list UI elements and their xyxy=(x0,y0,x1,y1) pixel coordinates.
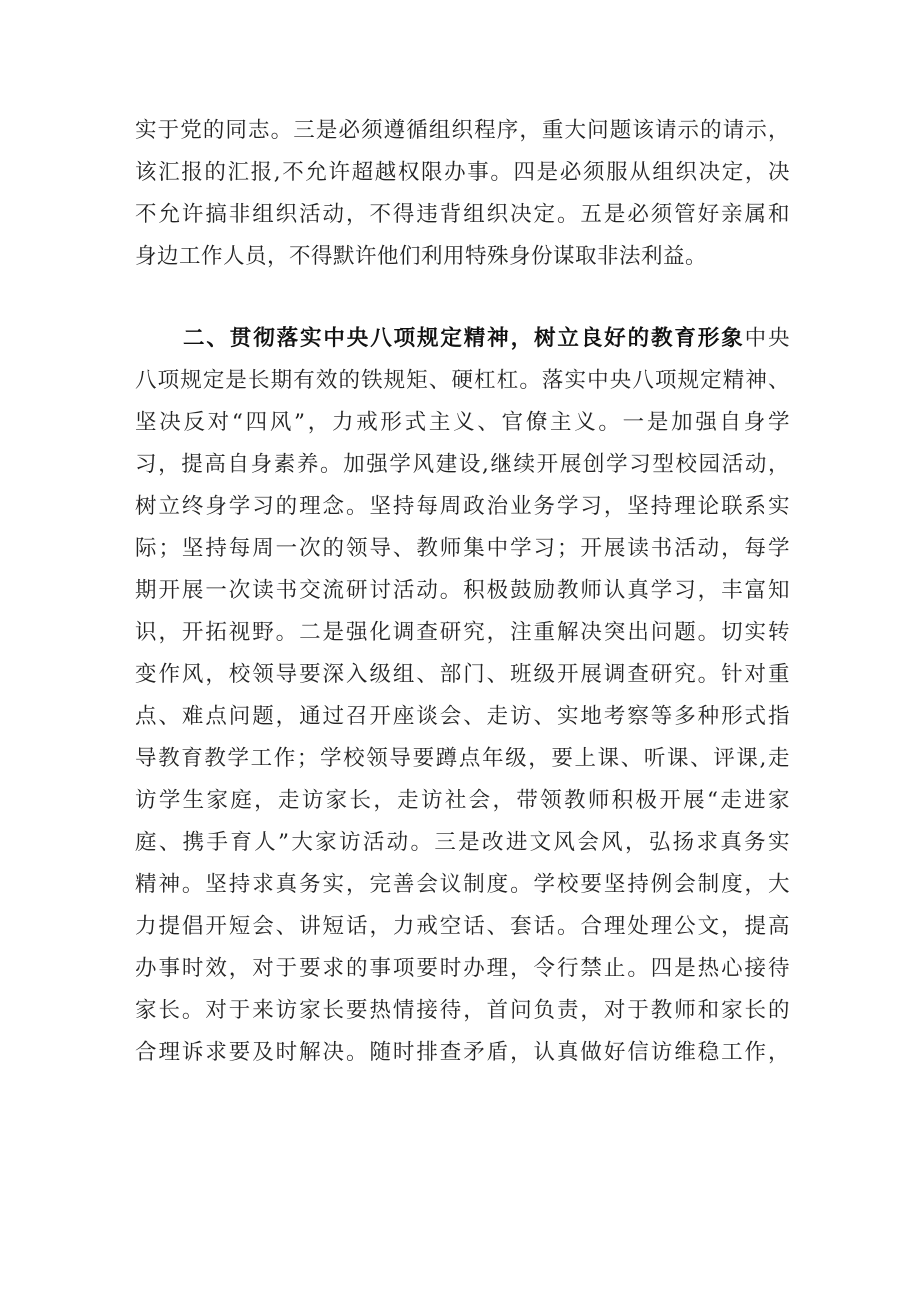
paragraph-line: 访学生家庭，走访家长，走访社会，带领教师积极开展“走进家 xyxy=(135,788,790,813)
paragraph-line: 导教育教学工作；学校领导要蹲点年级，要上课、听课、评课,走 xyxy=(135,746,790,771)
paragraph-line: 八项规定是长期有效的铁规矩、硬杠杠。落实中央八项规定精神、 xyxy=(135,368,790,393)
paragraph-line: 力提倡开短会、讲短话，力戒空话、套话。合理处理公文，提高 xyxy=(135,914,790,939)
paragraph-line: 习，提高自身素养。加强学风建设,继续开展创学习型校园活动， xyxy=(135,452,790,477)
paragraph-line: 精神。坚持求真务实，完善会议制度。学校要坚持例会制度，大 xyxy=(135,872,790,897)
paragraph-line: 庭、携手育人”大家访活动。三是改进文风会风，弘扬求真务实 xyxy=(135,830,790,855)
paragraph-line: 该汇报的汇报,不允许超越权限办事。四是必须服从组织决定，决 xyxy=(135,160,790,185)
paragraph-2 xyxy=(135,318,790,1074)
section-heading: 二、贯彻落实中央八项规定精神，树立良好的教育形象 xyxy=(183,326,745,351)
paragraph-line: 办事时效，对于要求的事项要时办理，令行禁止。四是热心接待 xyxy=(135,956,790,981)
paragraph-line: 期开展一次读书交流研讨活动。积极鼓励教师认真学习，丰富知 xyxy=(135,578,790,603)
paragraph-line: 变作风，校领导要深入级组、部门、班级开展调查研究。针对重 xyxy=(135,662,790,687)
paragraph-line: 实于党的同志。三是必须遵循组织程序，重大问题该请示的请示， xyxy=(135,118,790,143)
paragraph-line: 树立终身学习的理念。坚持每周政治业务学习，坚持理论联系实 xyxy=(135,494,790,519)
paragraph-line: 坚决反对“四风”，力戒形式主义、官僚主义。一是加强自身学 xyxy=(135,410,790,435)
paragraph-line: 身边工作人员，不得默许他们利用特殊身份谋取非法利益。 xyxy=(135,244,708,269)
paragraph-line: 家长。对于来访家长要热情接待，首问负责，对于教师和家长的 xyxy=(135,998,790,1023)
section-heading-line xyxy=(135,318,790,360)
paragraph-line: 合理诉求要及时解决。随时排查矛盾，认真做好信访维稳工作， xyxy=(135,1040,790,1065)
paragraph-line: 识，开拓视野。二是强化调查研究，注重解决突出问题。切实转 xyxy=(135,620,790,645)
paragraph-line: 际；坚持每周一次的领导、教师集中学习；开展读书活动，每学 xyxy=(135,536,790,561)
heading-line-rest: 中央 xyxy=(744,326,790,351)
paragraph-line: 点、难点问题，通过召开座谈会、走访、实地考察等多种形式指 xyxy=(135,704,790,729)
paragraph-line: 不允许搞非组织活动，不得违背组织决定。五是必须管好亲属和 xyxy=(135,202,790,227)
paragraph-1 xyxy=(135,110,790,278)
